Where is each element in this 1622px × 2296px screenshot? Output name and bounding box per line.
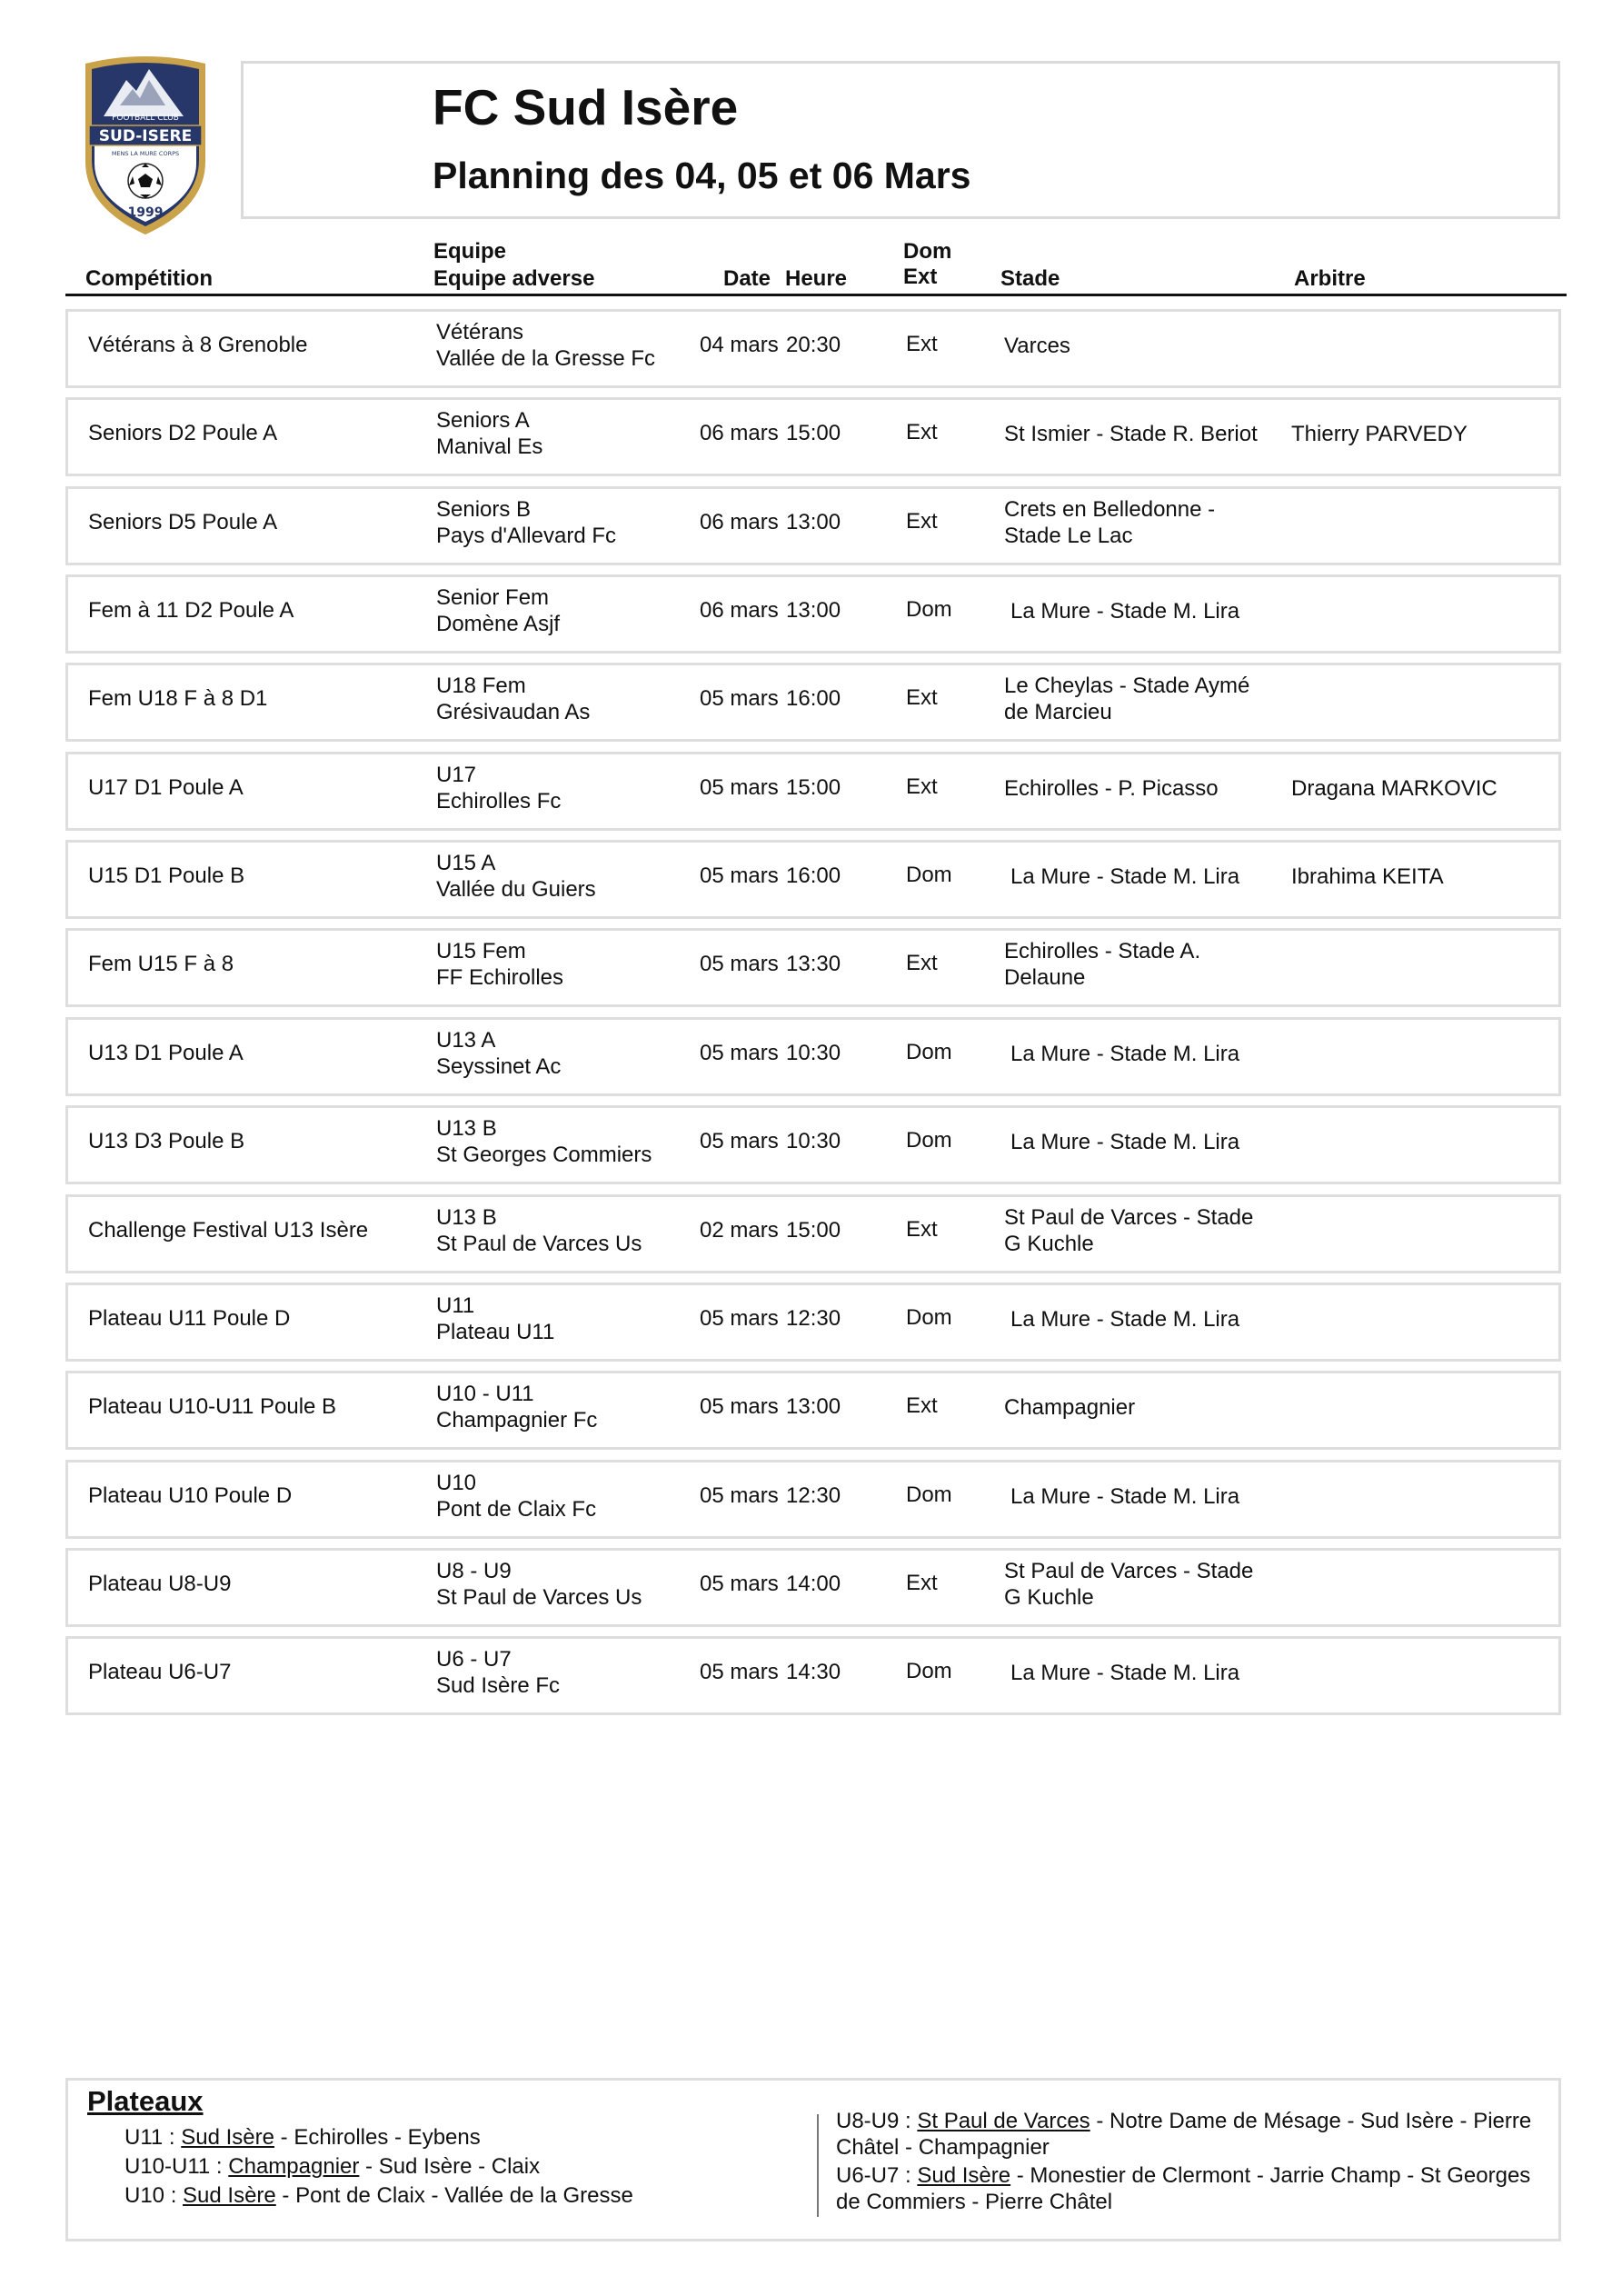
cell-adverse: FF Echirolles xyxy=(436,965,564,990)
club-logo xyxy=(76,53,214,237)
cell-domext: Ext xyxy=(906,1571,938,1595)
cell-adverse: St Paul de Varces Us xyxy=(436,1585,642,1610)
cell-equipe: U11 xyxy=(436,1293,475,1318)
cell-stade: La Mure - Stade M. Lira xyxy=(1010,864,1240,889)
cell-adverse: Seyssinet Ac xyxy=(436,1054,562,1079)
table-row xyxy=(65,1194,1561,1273)
cell-teams xyxy=(436,1381,597,1433)
cell-competition: Fem à 11 D2 Poule A xyxy=(88,598,294,623)
cell-domext: Ext xyxy=(906,509,938,534)
cell-stade: La Mure - Stade M. Lira xyxy=(1010,1042,1240,1066)
cell-competition: Plateau U10 Poule D xyxy=(88,1483,293,1508)
cell-competition: Seniors D5 Poule A xyxy=(88,510,278,534)
page-title: FC Sud Isère xyxy=(433,79,739,135)
cell-heure: 10:30 xyxy=(786,1041,841,1065)
cell-equipe: U13 B xyxy=(436,1116,497,1141)
cell-adverse: Plateau U11 xyxy=(436,1320,555,1344)
cell-competition: Plateau U6-U7 xyxy=(88,1660,232,1684)
cell-teams xyxy=(436,762,561,814)
cell-domext: Dom xyxy=(906,1305,952,1330)
logo-towns: MENS LA MURE CORPS xyxy=(111,150,180,157)
plateau-line-u8-u9: U8-U9 : St Paul de Varces - Notre Dame de Mésage - Sud Isère - Pierre Châtel - Champagnier xyxy=(836,2109,1532,2160)
cell-adverse: Grésivaudan As xyxy=(436,700,591,724)
cell-competition: Plateau U10-U11 Poule B xyxy=(88,1394,337,1419)
cell-competition: Plateau U11 Poule D xyxy=(88,1306,291,1331)
cell-equipe: U15 A xyxy=(436,851,496,875)
cell-domext: Dom xyxy=(906,1482,952,1507)
col-competition: Compétition xyxy=(85,266,213,291)
col-arbitre: Arbitre xyxy=(1294,266,1366,291)
cell-domext: Ext xyxy=(906,1393,938,1418)
cell-stade: St Paul de Varces - Stade G Kuchle xyxy=(1004,1559,1254,1610)
header-divider xyxy=(65,294,1567,296)
cell-domext: Dom xyxy=(906,1040,952,1064)
table-row xyxy=(65,1636,1561,1715)
cell-domext: Dom xyxy=(906,597,952,622)
cell-heure: 16:00 xyxy=(786,686,841,711)
cell-stade: La Mure - Stade M. Lira xyxy=(1010,1130,1240,1154)
cell-stade: Crets en Belledonne - Stade Le Lac xyxy=(1004,497,1216,548)
cell-date: 05 mars xyxy=(700,1572,779,1596)
plateaux-divider xyxy=(817,2114,819,2217)
cell-competition: Fem U18 F à 8 D1 xyxy=(88,686,268,711)
cell-teams xyxy=(436,1646,560,1699)
cell-adverse: Sud Isère Fc xyxy=(436,1673,561,1698)
table-row xyxy=(65,663,1561,742)
cell-heure: 14:30 xyxy=(786,1660,841,1684)
plateau-line-u10: U10 : Sud Isère - Pont de Claix - Vallée de la Gresse xyxy=(124,2183,633,2208)
logo-year: 1999 xyxy=(127,205,164,220)
cell-heure: 10:30 xyxy=(786,1129,841,1153)
col-equipe: Equipe Equipe adverse xyxy=(433,239,595,291)
cell-date: 05 mars xyxy=(700,1394,779,1419)
cell-competition: Fem U15 F à 8 xyxy=(88,952,234,976)
table-row xyxy=(65,309,1561,388)
cell-competition: Vétérans à 8 Grenoble xyxy=(88,333,308,357)
cell-date: 05 mars xyxy=(700,1041,779,1065)
cell-adverse: Vallée du Guiers xyxy=(436,877,596,902)
cell-competition: U13 D1 Poule A xyxy=(88,1041,244,1065)
cell-stade: St Ismier - Stade R. Beriot xyxy=(1004,422,1258,446)
cell-date: 02 mars xyxy=(700,1218,779,1243)
cell-equipe: U8 - U9 xyxy=(436,1559,512,1583)
table-row xyxy=(65,1017,1561,1096)
cell-competition: U15 D1 Poule B xyxy=(88,863,245,888)
table-row xyxy=(65,1548,1561,1627)
table-row xyxy=(65,486,1561,565)
cell-heure: 13:00 xyxy=(786,598,841,623)
cell-domext: Dom xyxy=(906,863,952,887)
cell-date: 05 mars xyxy=(700,1129,779,1153)
cell-stade: St Paul de Varces - Stade G Kuchle xyxy=(1004,1205,1254,1256)
cell-equipe: U18 Fem xyxy=(436,674,526,698)
cell-adverse: Champagnier Fc xyxy=(436,1408,598,1433)
cell-adverse: Pays d'Allevard Fc xyxy=(436,524,616,548)
cell-heure: 13:00 xyxy=(786,510,841,534)
cell-heure: 14:00 xyxy=(786,1572,841,1596)
cell-domext: Ext xyxy=(906,774,938,799)
cell-domext: Ext xyxy=(906,1217,938,1242)
cell-heure: 13:30 xyxy=(786,952,841,976)
cell-equipe: U15 Fem xyxy=(436,939,526,963)
cell-heure: 13:00 xyxy=(786,1394,841,1419)
plateaux-title: Plateaux xyxy=(87,2085,204,2117)
cell-teams xyxy=(436,1558,642,1611)
cell-date: 05 mars xyxy=(700,1483,779,1508)
cell-heure: 15:00 xyxy=(786,775,841,800)
cell-competition: U13 D3 Poule B xyxy=(88,1129,245,1153)
table-row xyxy=(65,752,1561,831)
col-stade: Stade xyxy=(1000,266,1060,291)
table-row xyxy=(65,1283,1561,1362)
cell-heure: 12:30 xyxy=(786,1483,841,1508)
page-subtitle: Planning des 04, 05 et 06 Mars xyxy=(433,155,971,196)
cell-arbitre: Ibrahima KEITA xyxy=(1291,864,1444,889)
cell-domext: Ext xyxy=(906,420,938,444)
cell-competition: Challenge Festival U13 Isère xyxy=(88,1218,369,1243)
cell-equipe: Seniors A xyxy=(436,408,530,433)
cell-stade: Varces xyxy=(1004,334,1070,358)
cell-teams xyxy=(436,673,590,725)
cell-adverse: Manival Es xyxy=(436,434,543,459)
col-date: Date xyxy=(723,266,771,291)
cell-stade: La Mure - Stade M. Lira xyxy=(1010,1307,1240,1332)
cell-date: 04 mars xyxy=(700,333,779,357)
cell-heure: 15:00 xyxy=(786,421,841,445)
table-row xyxy=(65,1371,1561,1450)
cell-teams xyxy=(436,1470,596,1522)
cell-teams xyxy=(436,1115,652,1168)
cell-teams xyxy=(436,407,542,460)
cell-date: 05 mars xyxy=(700,1306,779,1331)
cell-competition: U17 D1 Poule A xyxy=(88,775,244,800)
cell-domext: Ext xyxy=(906,951,938,975)
cell-heure: 20:30 xyxy=(786,333,841,357)
col-heure: Heure xyxy=(785,266,848,291)
cell-stade: La Mure - Stade M. Lira xyxy=(1010,1484,1240,1509)
table-row xyxy=(65,1460,1561,1539)
cell-adverse: St Georges Commiers xyxy=(436,1143,652,1167)
cell-teams xyxy=(436,1204,642,1257)
cell-adverse: Pont de Claix Fc xyxy=(436,1497,597,1522)
cell-adverse: Echirolles Fc xyxy=(436,789,562,814)
cell-arbitre: Dragana MARKOVIC xyxy=(1291,776,1498,801)
cell-stade: Echirolles - Stade A. Delaune xyxy=(1004,939,1201,990)
cell-equipe: U17 xyxy=(436,763,477,787)
cell-equipe: Senior Fem xyxy=(436,585,550,610)
cell-domext: Dom xyxy=(906,1128,952,1153)
cell-date: 05 mars xyxy=(700,863,779,888)
cell-arbitre: Thierry PARVEDY xyxy=(1291,422,1468,446)
cell-domext: Dom xyxy=(906,1659,952,1683)
cell-date: 05 mars xyxy=(700,1660,779,1684)
logo-top-text: FOOTBALL CLUB xyxy=(112,114,179,123)
cell-equipe: U13 A xyxy=(436,1028,496,1053)
cell-date: 05 mars xyxy=(700,952,779,976)
cell-equipe: U6 - U7 xyxy=(436,1647,512,1672)
cell-adverse: St Paul de Varces Us xyxy=(436,1232,642,1256)
cell-teams xyxy=(436,1027,561,1080)
cell-equipe: Seniors B xyxy=(436,497,532,522)
cell-heure: 12:30 xyxy=(786,1306,841,1331)
cell-competition: Plateau U8-U9 xyxy=(88,1572,232,1596)
cell-teams xyxy=(436,496,616,549)
cell-adverse: Vallée de la Gresse Fc xyxy=(436,346,655,371)
cell-equipe: U10 - U11 xyxy=(436,1382,534,1406)
cell-teams xyxy=(436,850,596,903)
cell-stade: La Mure - Stade M. Lira xyxy=(1010,1661,1240,1685)
cell-stade: Champagnier xyxy=(1004,1395,1136,1420)
cell-teams xyxy=(436,938,563,991)
table-row xyxy=(65,928,1561,1007)
plateau-line-u6-u7: U6-U7 : Sud Isère - Monestier de Clermont - Jarrie Champ - St Georges de Commiers - Pierre Châtel xyxy=(836,2163,1531,2214)
cell-equipe: U13 B xyxy=(436,1205,497,1230)
cell-teams xyxy=(436,584,560,637)
table-row xyxy=(65,1105,1561,1184)
table-row xyxy=(65,574,1561,654)
cell-date: 05 mars xyxy=(700,775,779,800)
cell-stade: Le Cheylas - Stade Aymé de Marcieu xyxy=(1004,674,1250,724)
cell-date: 05 mars xyxy=(700,686,779,711)
cell-teams xyxy=(436,319,655,372)
cell-stade: La Mure - Stade M. Lira xyxy=(1010,599,1240,624)
cell-domext: Ext xyxy=(906,685,938,710)
logo-name: SUD-ISERE xyxy=(98,127,193,145)
cell-heure: 16:00 xyxy=(786,863,841,888)
cell-domext: Ext xyxy=(906,332,938,356)
table-row xyxy=(65,397,1561,476)
cell-equipe: U10 xyxy=(436,1471,477,1495)
plateau-line-u11: U11 : Sud Isère - Echirolles - Eybens xyxy=(124,2125,481,2150)
cell-date: 06 mars xyxy=(700,598,779,623)
table-row xyxy=(65,840,1561,919)
plateau-line-u10-u11: U10-U11 : Champagnier - Sud Isère - Claix xyxy=(124,2154,541,2179)
cell-equipe: Vétérans xyxy=(436,320,524,344)
cell-teams xyxy=(436,1293,554,1345)
cell-competition: Seniors D2 Poule A xyxy=(88,421,278,445)
cell-adverse: Domène Asjf xyxy=(436,612,561,636)
cell-stade: Echirolles - P. Picasso xyxy=(1004,776,1219,801)
cell-date: 06 mars xyxy=(700,510,779,534)
cell-heure: 15:00 xyxy=(786,1218,841,1243)
col-domext: Dom Ext xyxy=(903,239,952,289)
cell-date: 06 mars xyxy=(700,421,779,445)
